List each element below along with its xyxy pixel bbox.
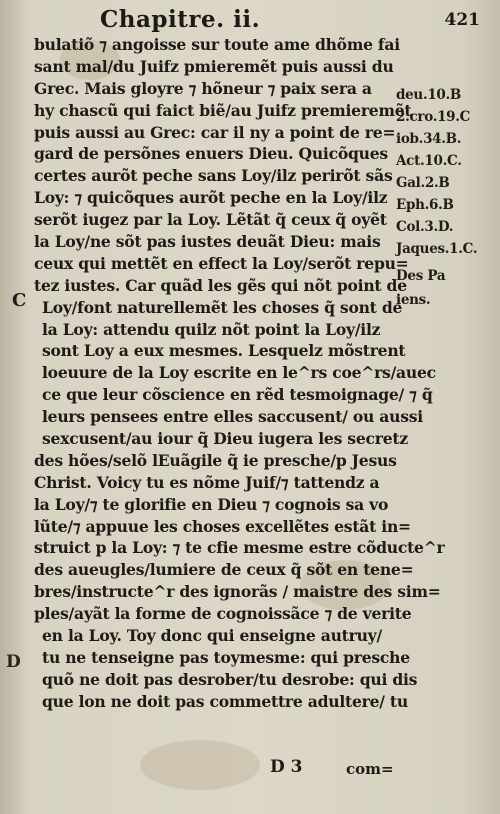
text-line: la Loy/⁊ te glorifie en Dieu ⁊ cognois sa vo <box>34 494 389 514</box>
text-line: gard de persõnes enuers Dieu. Quicõques <box>34 144 388 164</box>
margin-reference: Gal.2.B <box>396 175 450 191</box>
text-line: bulatiõ ⁊ angoisse sur toute ame dhõme fai <box>34 35 400 54</box>
catchword: com= <box>346 760 394 778</box>
margin-reference: Des Pa <box>396 268 446 284</box>
text-line: des hões/selõ lEuãgile q̃ ie presche/p Jesus <box>34 450 397 470</box>
margin-reference: Col.3.D. <box>396 219 454 235</box>
margin-section-letter: D <box>6 652 21 672</box>
text-line: ce que leur cõscience en rẽd tesmoignage/ ⁊ q̃ <box>42 385 433 405</box>
text-line: des aueugles/lumiere de ceux q̃ sõt en tene= <box>34 560 414 580</box>
text-line: Christ. Voicy tu es nõme Juif/⁊ tattendz a <box>34 472 380 492</box>
running-title: Chapitre. ii. <box>100 6 261 33</box>
margin-reference: Act.10.C. <box>396 153 462 169</box>
text-line: que lon ne doit pas commettre adultere/ tu <box>42 691 408 711</box>
text-line: struict p la Loy: ⁊ te cfie mesme estre cõducte^r <box>34 538 445 558</box>
text-line: ceux qui mettẽt en effect la Loy/serõt repu= <box>34 253 409 273</box>
margin-reference: iens. <box>396 292 431 308</box>
text-line: lũte/⁊ appuue les choses excellẽtes estãt in= <box>34 516 411 536</box>
text-line: leurs pensees entre elles saccusent/ ou aussi <box>42 407 423 427</box>
paper-stain <box>140 740 260 790</box>
text-line: loeuure de la Loy escrite en le^rs coe^rs/auec <box>42 363 436 383</box>
margin-reference: 2.cro.19.C <box>396 109 471 125</box>
text-line: tu ne tenseigne pas toymesme: qui presche <box>42 647 410 667</box>
text-line: sont Loy a eux mesmes. Lesquelz mõstrent <box>42 341 406 361</box>
text-line: ples/ayãt la forme de cognoissãce ⁊ de verite <box>34 604 412 624</box>
text-line: Loy/font naturellemẽt les choses q̃ sont de <box>42 297 403 317</box>
signature-mark: D 3 <box>270 757 303 777</box>
text-line: sexcusent/au iour q̃ Dieu iugera les secretz <box>42 429 408 449</box>
margin-reference: Jaques.1.C. <box>396 241 478 257</box>
margin-reference: iob.34.B. <box>396 131 462 147</box>
text-line: bres/instructe^r des ignorãs / maistre des sim= <box>34 582 441 602</box>
text-line: serõt iugez par la Loy. Lẽtãt q̃ ceux q̃ oyẽt <box>34 210 387 230</box>
margin-reference: deu.10.B <box>396 87 462 103</box>
text-line: en la Loy. Toy donc qui enseigne autruy/ <box>42 626 382 646</box>
text-line: la Loy: attendu quilz nõt point la Loy/ilz <box>42 319 381 339</box>
text-line: quõ ne doit pas desrober/tu desrobe: qui dis <box>42 669 418 689</box>
text-line: hy chascũ qui faict biẽ/au Juifz premieremẽt <box>34 100 412 120</box>
margin-section-letter: C <box>12 290 27 311</box>
text-line: tez iustes. Car quãd les gẽs qui nõt point de <box>34 275 407 295</box>
text-line: certes aurõt peche sans Loy/ilz perirõt sãs <box>34 166 393 186</box>
page-header <box>0 4 500 34</box>
text-line: Grec. Mais gloyre ⁊ hõneur ⁊ paix sera a <box>34 78 372 98</box>
text-line: la Loy/ne sõt pas iustes deuãt Dieu: mais <box>34 232 381 252</box>
folio-number: 421 <box>444 10 480 30</box>
text-line: sant mal/du Juifz pmieremẽt puis aussi du <box>34 56 394 76</box>
text-line: puis aussi au Grec: car il ny a point de re= <box>34 122 396 142</box>
text-line: Loy: ⁊ quicõques aurõt peche en la Loy/ilz <box>34 188 388 208</box>
margin-reference: Eph.6.B <box>396 197 454 213</box>
